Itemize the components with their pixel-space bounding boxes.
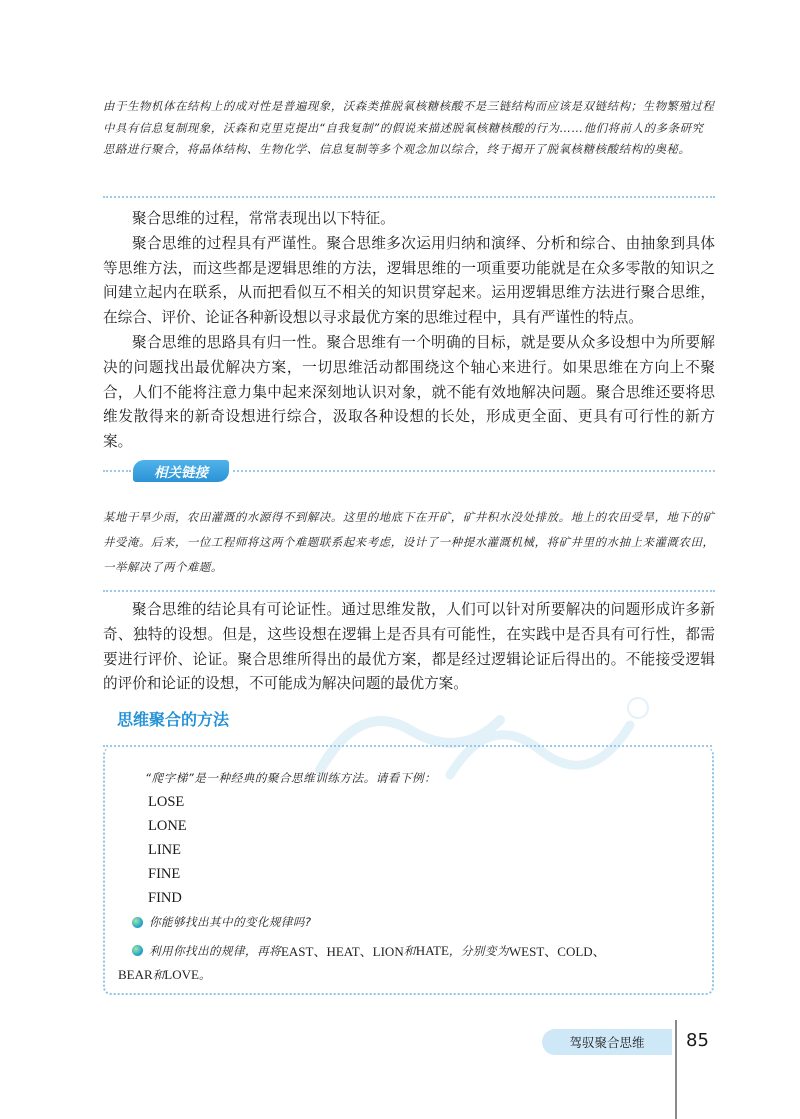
chapter-footer-tab: 驾驭聚合思维: [542, 1029, 672, 1055]
body-paragraph: 聚合思维的结论具有可论证性。通过思维发散，人们可以针对所要解决的问题形成许多新奇、独特的设想。但是，这些设想在逻辑上是否具有可能性，在实践中是否具有可行性，都需要进行评价、论证。聚合思维所得出的最优方案，都是经过逻辑论证后得出的。不能接受逻辑的评价和论证的设想，不可能成为解决问题的最优方案。: [103, 601, 715, 693]
list-item: LOSE: [148, 794, 185, 810]
related-link-text: 某地干旱少雨，农田灌溉的水源得不到解决。这里的地底下在开矿，矿井积水没处排放。地上的农田受旱，地下的矿井受淹。后来，一位工程师将这两个难题联系起来考虑，设计了一种提水灌溉机械，将矿井里的水抽上来灌溉农田，一举解决了两个难题。: [103, 510, 715, 574]
question-2: 利用你找出的规律，再将 EAST、HEAT、LION 和 HATE ，分别变为 WEST、COLD、: [132, 941, 606, 960]
bullet-icon: [132, 917, 143, 928]
dotted-divider: [233, 470, 715, 472]
word-ladder-list: [148, 790, 187, 910]
list-item: LONE: [148, 818, 187, 834]
intro-paragraph: 由于生物机体在结构上的成对性是普遍现象，沃森类推脱氧核糖核酸不是三链结构而应该是双链结构；生物繁殖过程中具有信息复制现象，沃森和克里克提出“自我复制”的假说来描述脱氧核糖核酸的行为……他们将前人的多条研究思路进行聚合，将晶体结构、生物化学、信息复制等多个观念加以综合，终于揭开了脱氧核糖核酸结构的奥秘。: [103, 99, 715, 156]
dotted-divider: [103, 470, 131, 472]
dotted-divider: [103, 196, 715, 198]
question-1: 你能够找出其中的变化规律吗?: [132, 914, 311, 930]
body-paragraph: 聚合思维的过程具有严谨性。聚合思维多次运用归纳和演绎、分析和综合、由抽象到具体等思维方法，而这些都是逻辑思维的方法，逻辑思维的一项重要功能就是在众多零散的知识之间建立起内在联系，从而把看似互不相关的知识贯穿起来。运用逻辑思维方法进行聚合思维，在综合、评价、论证各种新设想以寻求最优方案的思维过程中，具有严谨性的特点。: [103, 234, 715, 327]
bullet-icon: [132, 945, 143, 956]
section-title: 思维聚合的方法: [117, 710, 230, 729]
body-section-2: [103, 598, 715, 697]
body-section-1: [103, 207, 715, 455]
list-item: LINE: [148, 842, 182, 858]
question-2-continuation: BEAR和LOVE。: [118, 967, 211, 982]
footer-divider: [675, 1020, 677, 1119]
dotted-divider: [103, 590, 715, 592]
exercise-intro: “爬字梯”是一种经典的聚合思维训练方法。请看下例：: [145, 771, 437, 785]
list-item: FINE: [148, 866, 181, 882]
body-paragraph: 聚合思维的过程，常常表现出以下特征。: [132, 210, 395, 227]
related-link-badge: 相关链接: [133, 460, 229, 482]
body-paragraph: 聚合思维的思路具有归一性。聚合思维有一个明确的目标，就是要从众多设想中为所要解决的问题找出最优解决方案，一切思维活动都围绕这个轴心来进行。如果思维在方向上不聚合，人们不能将注意力集中起来深刻地认识对象，就不能有效地解决问题。聚合思维还要将思维发散得来的新奇设想进行综合，汲取各种设想的长处，形成更全面、更具有可行性的新方案。: [103, 333, 715, 451]
list-item: FIND: [148, 890, 182, 906]
page-number: 85: [686, 1030, 709, 1051]
